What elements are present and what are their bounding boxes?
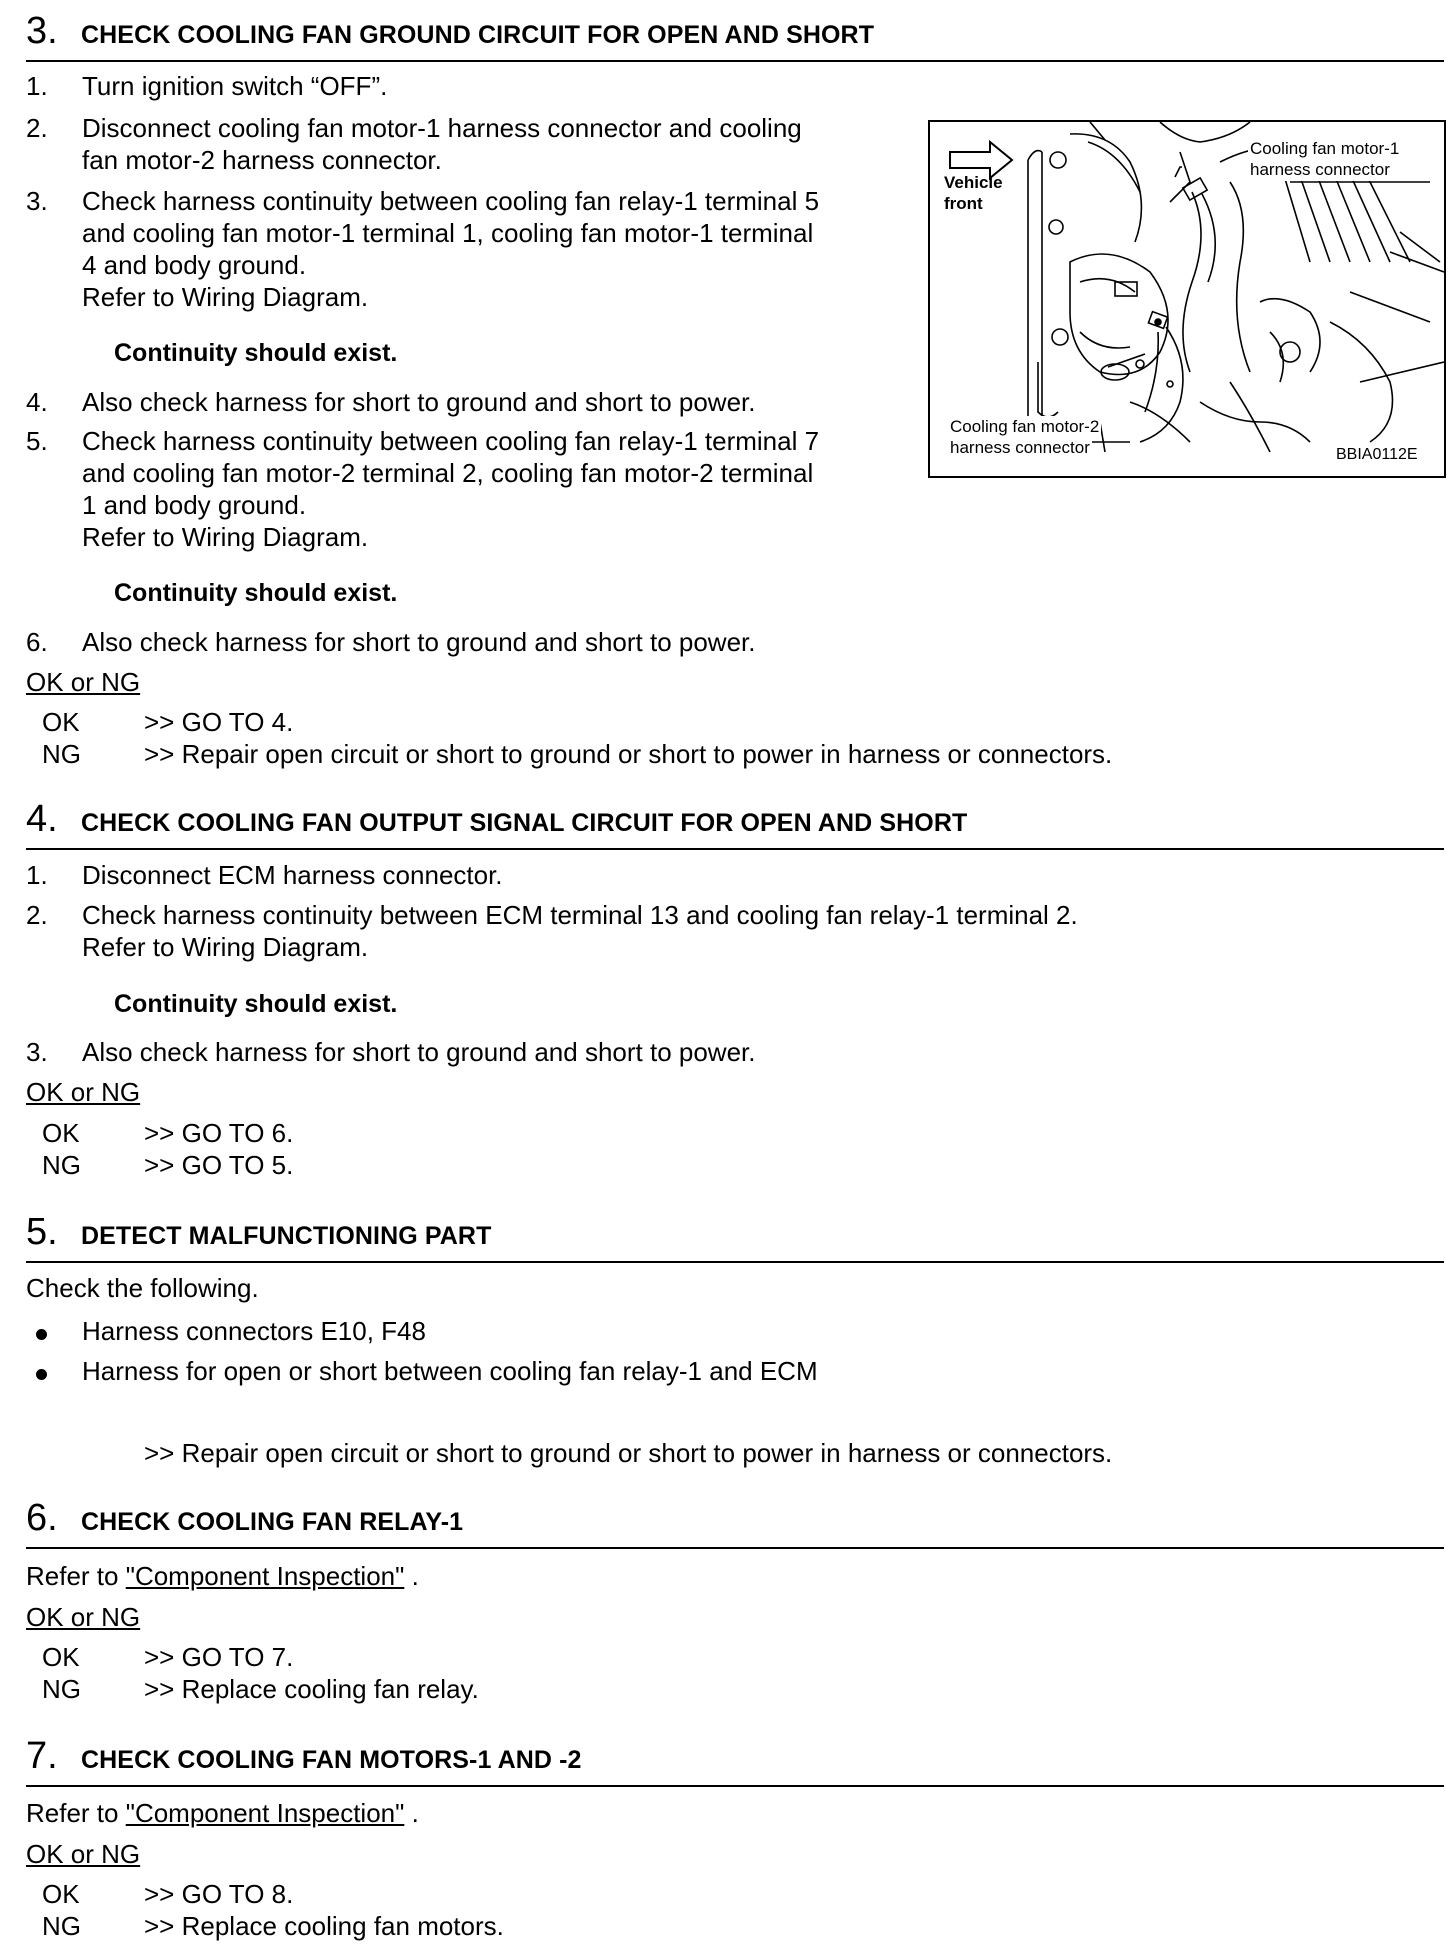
ok-or-ng-label: OK or NG — [26, 667, 141, 697]
motor1-connector-label: harness connector — [1250, 160, 1390, 179]
figure-code: BBIA0112E — [1334, 444, 1420, 466]
ok-action: >> GO TO 4. — [144, 707, 294, 737]
connector-location-figure — [928, 120, 1446, 478]
section-number: 5. — [26, 1211, 58, 1253]
step-text: Refer to Wiring Diagram. — [82, 282, 369, 312]
section-title: CHECK COOLING FAN RELAY-1 — [81, 1508, 464, 1536]
section-number: 4. — [26, 798, 58, 840]
step-text: Turn ignition switch “OFF”. — [82, 71, 388, 101]
bullet-dot — [36, 1329, 47, 1340]
refer-line — [26, 1560, 419, 1592]
ok-label: OK — [42, 1118, 80, 1148]
ok-action: >> GO TO 8. — [144, 1879, 294, 1909]
continuity-note: Continuity should exist. — [114, 990, 398, 1018]
refer-line — [26, 1797, 419, 1829]
step-number: 1. — [26, 71, 48, 101]
step-text: Disconnect ECM harness connector. — [82, 860, 503, 890]
continuity-note: Continuity should exist. — [114, 579, 398, 607]
step-text: 1 and body ground. — [82, 490, 307, 520]
vehicle-front-label: front — [944, 194, 983, 213]
motor1-connector-label: Cooling fan motor-1 — [1250, 139, 1400, 158]
continuity-note: Continuity should exist. — [114, 339, 398, 367]
section-title: CHECK COOLING FAN OUTPUT SIGNAL CIRCUIT FOR OPEN AND SHORT — [81, 809, 968, 837]
section-title: CHECK COOLING FAN MOTORS-1 AND -2 — [81, 1746, 582, 1774]
step-text: Also check harness for short to ground and short to power. — [82, 627, 756, 657]
step-number: 6. — [26, 627, 48, 657]
ng-action: >> Repair open circuit or short to ground or short to power in harness or connectors. — [144, 739, 1113, 769]
ng-label: NG — [42, 1674, 81, 1704]
step-text: 4 and body ground. — [82, 250, 307, 280]
section-3-header — [26, 0, 1444, 62]
step-text: Also check harness for short to ground and short to power. — [82, 387, 756, 417]
repair-action: >> Repair open circuit or short to ground or short to power in harness or connectors. — [144, 1438, 1113, 1468]
step-number: 3. — [26, 186, 48, 216]
step-text: and cooling fan motor-2 terminal 2, cooling fan motor-2 terminal — [82, 458, 814, 488]
ng-action: >> GO TO 5. — [144, 1150, 294, 1180]
ok-action: >> GO TO 7. — [144, 1642, 294, 1672]
section-title: CHECK COOLING FAN GROUND CIRCUIT FOR OPEN AND SHORT — [81, 21, 875, 49]
motor2-connector-label: Cooling fan motor-2 — [950, 417, 1100, 436]
ng-label: NG — [42, 1911, 81, 1941]
step-text: fan motor-2 harness connector. — [82, 145, 442, 175]
step-number: 2. — [26, 900, 48, 930]
ng-label: NG — [42, 739, 81, 769]
section-4-header — [26, 788, 1444, 850]
refer-suffix: . — [404, 1561, 419, 1591]
ok-action: >> GO TO 6. — [144, 1118, 294, 1148]
ng-action: >> Replace cooling fan relay. — [144, 1674, 479, 1704]
step-number: 5. — [26, 426, 48, 456]
step-text: Check harness continuity between cooling fan relay-1 terminal 5 — [82, 186, 820, 216]
section-number: 3. — [26, 10, 58, 52]
check-intro: Check the following. — [26, 1273, 259, 1303]
step-text: Refer to Wiring Diagram. — [82, 932, 369, 962]
ng-label: NG — [42, 1150, 81, 1180]
step-number: 4. — [26, 387, 48, 417]
refer-prefix: Refer to — [26, 1561, 126, 1591]
vehicle-front-label: Vehicle — [944, 173, 1003, 192]
motor2-connector-label: harness connector — [950, 438, 1090, 457]
step-text: Refer to Wiring Diagram. — [82, 522, 369, 552]
component-inspection-link[interactable]: "Component Inspection" — [125, 1798, 405, 1828]
step-text: Check harness continuity between ECM terminal 13 and cooling fan relay-1 terminal 2. — [82, 900, 1078, 930]
section-number: 6. — [26, 1497, 58, 1539]
bullet-item: Harness for open or short between cooling fan relay-1 and ECM — [82, 1356, 818, 1386]
ok-label: OK — [42, 707, 80, 737]
step-number: 2. — [26, 113, 48, 143]
ok-or-ng-label: OK or NG — [26, 1077, 141, 1107]
ok-or-ng-label: OK or NG — [26, 1839, 141, 1869]
ok-label: OK — [42, 1642, 80, 1672]
step-text: and cooling fan motor-1 terminal 1, cooling fan motor-1 terminal — [82, 218, 814, 248]
ok-label: OK — [42, 1879, 80, 1909]
refer-suffix: . — [404, 1798, 419, 1828]
bullet-dot — [36, 1369, 47, 1380]
step-text: Disconnect cooling fan motor-1 harness connector and cooling — [82, 113, 802, 143]
bullet-item: Harness connectors E10, F48 — [82, 1316, 426, 1346]
section-title: DETECT MALFUNCTIONING PART — [81, 1222, 492, 1250]
component-inspection-link[interactable]: "Component Inspection" — [125, 1561, 405, 1591]
ng-action: >> Replace cooling fan motors. — [144, 1911, 504, 1941]
ok-or-ng-label: OK or NG — [26, 1602, 141, 1632]
step-text: Also check harness for short to ground and short to power. — [82, 1037, 756, 1067]
section-6-header — [26, 1487, 1444, 1549]
refer-prefix: Refer to — [26, 1798, 126, 1828]
section-5-header — [26, 1201, 1444, 1263]
section-number: 7. — [26, 1735, 58, 1777]
section-7-header — [26, 1725, 1444, 1787]
step-number: 3. — [26, 1037, 48, 1067]
step-number: 1. — [26, 860, 48, 890]
step-text: Check harness continuity between cooling fan relay-1 terminal 7 — [82, 426, 820, 456]
